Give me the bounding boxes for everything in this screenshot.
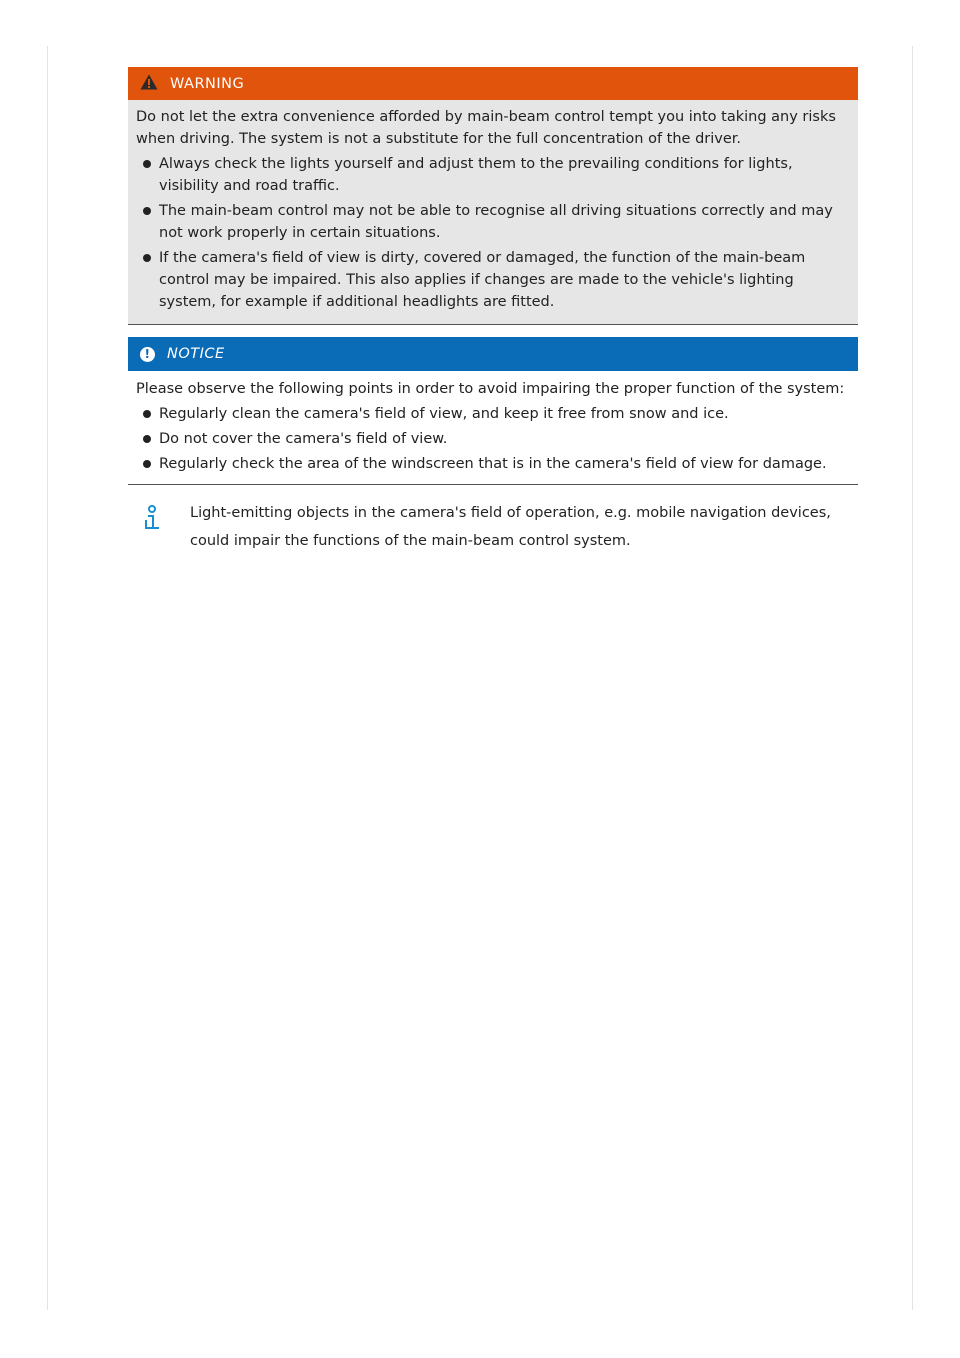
warning-triangle-icon [140,74,158,94]
notice-list [136,403,850,475]
notice-box [128,337,858,485]
page-border-right [912,46,913,1310]
warning-box [128,67,858,325]
warning-item [136,153,850,197]
notice-item [136,453,850,475]
page-border-left [47,46,48,1310]
warning-intro: Do not let the extra convenience afforded by main-beam control tempt you into taking any risks when driving. The system is not a substitute for the full concentration of the driver. [136,109,836,147]
bullet-icon [143,160,151,168]
notice-item [136,403,850,425]
notice-intro: Please observe the following points in order to avoid impairing the proper function of the system: [136,381,845,397]
notice-item-text: Regularly check the area of the windscreen that is in the camera's field of view for damage. [159,456,827,472]
warning-body [128,100,858,325]
info-text: Light-emitting objects in the camera's field of operation, e.g. mobile navigation devices, could impair the functions of the main-beam control system. [190,505,831,549]
warning-item [136,247,850,313]
notice-item [136,428,850,450]
bullet-icon [143,254,151,262]
warning-item-text: The main-beam control may not be able to recognise all driving situations correctly and may not work properly in certain situations. [159,203,833,241]
notice-header [128,337,858,371]
notice-item-text: Do not cover the camera's field of view. [159,431,448,447]
warning-header [128,67,858,100]
info-note [128,499,858,555]
notice-item-text: Regularly clean the camera's field of view, and keep it free from snow and ice. [159,406,729,422]
bullet-icon [143,207,151,215]
warning-list [136,153,850,313]
notice-body [128,371,858,485]
bullet-icon [143,435,151,443]
warning-item-text: Always check the lights yourself and adjust them to the prevailing conditions for lights, visibility and road traffic. [159,156,793,194]
notice-title: NOTICE [167,346,225,362]
info-icon [142,505,162,541]
warning-item [136,200,850,244]
warning-item-text: If the camera's field of view is dirty, covered or damaged, the function of the main-beam control may be impaired. This also applies if changes are made to the vehicle's lighting system, for example if additional headlights are fitted. [159,250,806,310]
bullet-icon [143,460,151,468]
bullet-icon [143,410,151,418]
warning-title: WARNING [170,75,245,92]
page-content [128,67,858,555]
exclamation-circle-icon: ! [140,347,155,362]
